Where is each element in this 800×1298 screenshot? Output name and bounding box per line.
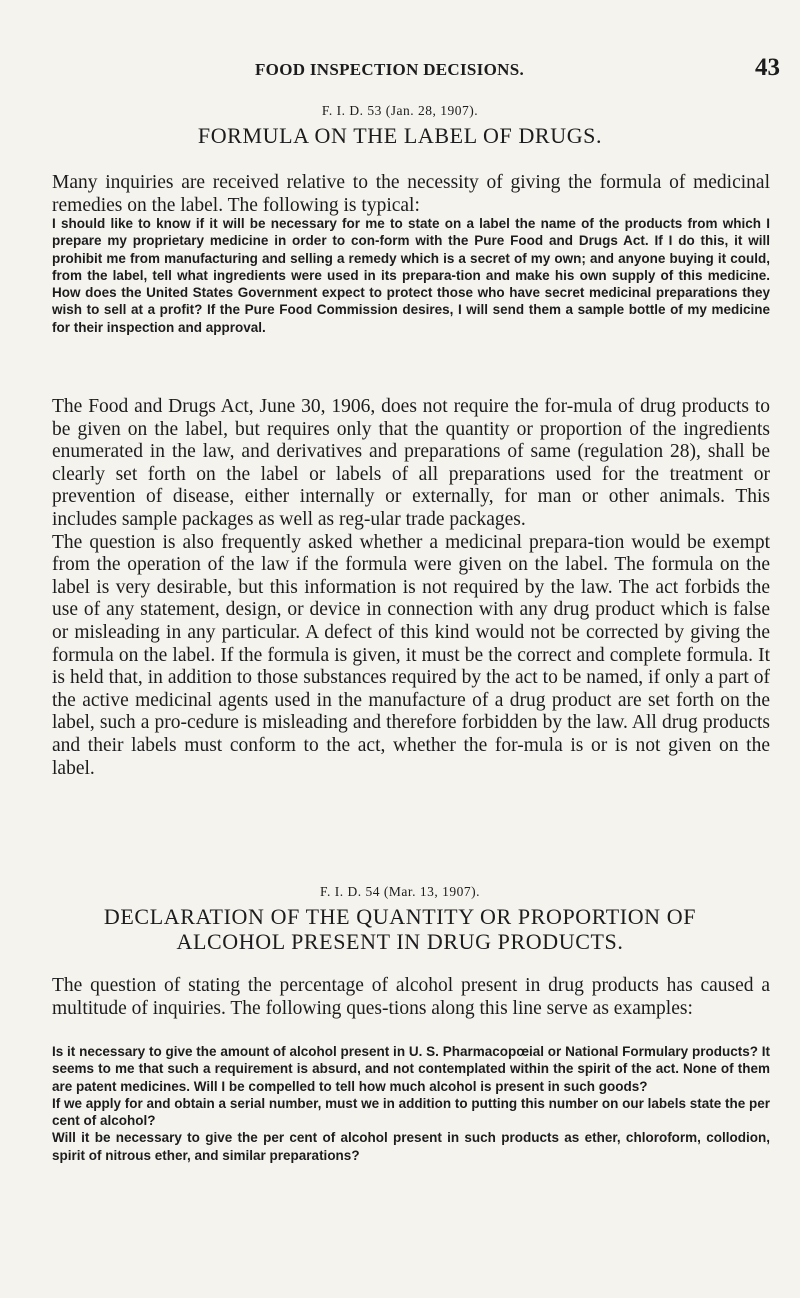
page-number: 43 bbox=[755, 54, 780, 81]
quoted-inquiry-formula bbox=[52, 215, 770, 336]
quoted-question-1: Is it necessary to give the amount of alcohol present in U. S. Pharmacopœial or National Formulary products? It seems to me that such a requirement is absurd, and not contemplated within the spirit of the act. None of them are patent medicines. Will I be compelled to tell how much alcohol is present in such goods? bbox=[52, 1044, 770, 1094]
body-paragraph-1: The Food and Drugs Act, June 30, 1906, does not require the for-mula of drug products to be given on the label, but requires only that the quantity or proportion of the ingredients enumerated in the law, and derivatives and preparations of same (regulation 28), shall be clearly set forth on the label or labels of all preparations used for the treatment or prevention of disease, either internally or externally, for man or other animals. This includes sample packages as well as reg-ular trade packages. bbox=[52, 396, 770, 530]
section-intro-alcohol bbox=[52, 975, 770, 1020]
intro-paragraph: Many inquiries are received relative to the necessity of giving the formula of medicinal remedies on the label. The following is typical: bbox=[52, 172, 770, 216]
page-header bbox=[255, 54, 780, 88]
intro-paragraph: The question of stating the percentage of alcohol present in drug products has caused a multitude of inquiries. The following ques-tions along this line serve as examples: bbox=[52, 975, 770, 1019]
section-title-formula: FORMULA ON THE LABEL OF DRUGS. bbox=[197, 123, 603, 148]
quoted-question-3: Will it be necessary to give the per cent of alcohol present in such products as ether, chloroform, collodion, spirit of nitrous ether, and similar preparations? bbox=[52, 1130, 770, 1163]
quoted-letter: I should like to know if it will be necessary for me to state on a label the name of the products from which I prepare my proprietary medicine in order to con-form with the Pure Food and Drugs Act. If I do this, it will prohibit me from manufacturing and selling a remedy which is a secret of my own; and anyone buying it could, from the label, tell what ingredients were used in its prepara-tion and make his own supply of this medicine. How does the United States Government expect to protect those who have secret medicinal preparations they wish to sell at a profit? If the Pure Food Commission desires, I will send them a sample bottle of my medicine for their inspection and approval. bbox=[52, 216, 770, 335]
decision-reference-53: F. I. D. 53 (Jan. 28, 1907). bbox=[321, 103, 479, 118]
running-head: FOOD INSPECTION DECISIONS. bbox=[255, 60, 524, 79]
decision-reference-54: F. I. D. 54 (Mar. 13, 1907). bbox=[320, 884, 480, 899]
quoted-inquiries-alcohol bbox=[52, 1043, 770, 1164]
quoted-question-2: If we apply for and obtain a serial number, must we in addition to putting this number on our labels state the per cent of alcohol? bbox=[52, 1095, 770, 1129]
section-title-alcohol-line1: DECLARATION OF THE QUANTITY OR PROPORTION OF bbox=[103, 904, 697, 929]
section-title-alcohol-line2: ALCOHOL PRESENT IN DRUG PRODUCTS. bbox=[176, 929, 624, 954]
section-body-formula bbox=[52, 396, 770, 780]
body-paragraph-2: The question is also frequently asked whether a medicinal prepara-tion would be exempt from the operation of the law if the formula were given on the label. The formula on the label is very desirable, but this information is not required by the law. The act forbids the use of any statement, design, or device in connection with any drug product which is false or misleading in any particular. A defect of this kind would not be corrected by giving the formula on the label. If the formula is given, it must be the correct and complete formula. It is held that, in addition to those substances required by the act to be named, if only a part of the active medicinal agents used in the manufacture of a drug product are set forth on the label, such a pro-cedure is misleading and therefore forbidden by the law. All drug products and their labels must conform to the act, whether the for-mula is or is not given on the label. bbox=[52, 531, 770, 779]
section-intro-formula bbox=[52, 172, 770, 217]
